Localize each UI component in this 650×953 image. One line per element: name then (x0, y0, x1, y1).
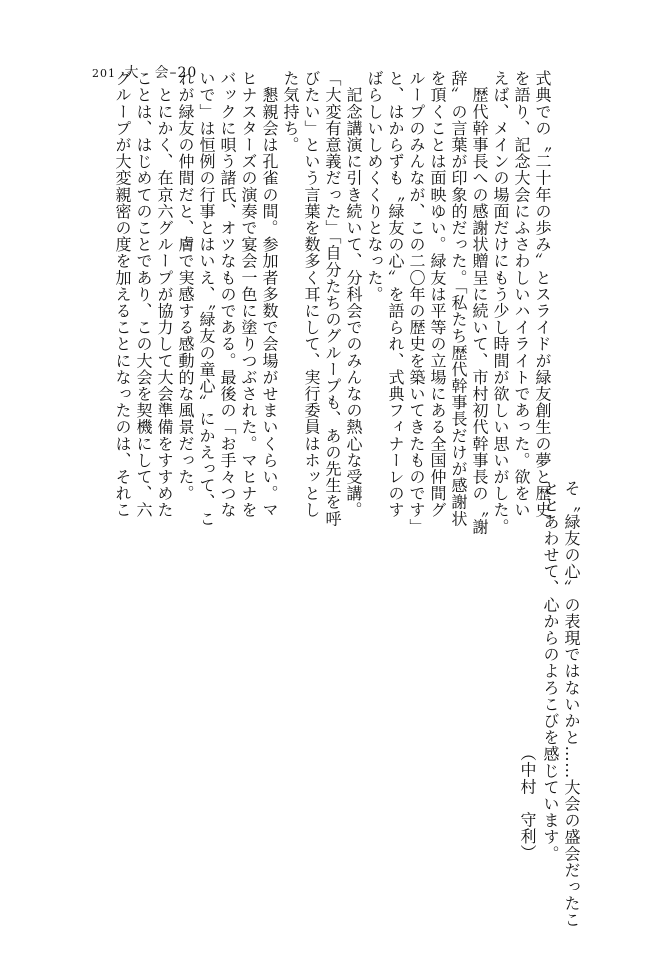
text-column: 懇親会は孔雀の間。参加者多数で会場がせまいくらい。マ (260, 70, 279, 519)
text-column: とにかく、在京六グループが協力して大会準備をすすめた (155, 70, 174, 519)
text-column: と、はからずも〝緑友の心〟を語られ、式典フィナーレのす (386, 70, 405, 519)
section-title: 大 会–20 (124, 65, 198, 81)
text-column: 記念講演に引き続いて、分科会でのみんなの熱心な受講。 (344, 70, 363, 519)
text-column: 辞〟の言葉が印象的だった。「私たち歴代幹事長だけが感謝状 (449, 70, 468, 527)
text-column: グループが大変親密の度を加えることになったのは、それこ (113, 70, 132, 519)
text-column: た気持ち。 (281, 70, 300, 153)
text-column: を語り、記念大会にふさわしいハイライトであった。欲をい (512, 70, 531, 519)
text-column: を頂くことは面映ゆい。緑友は平等の立場にある全国仲間グ (428, 70, 447, 519)
text-column: 歴代幹事長への感謝状贈呈に続いて、市村初代幹事長の〝謝 (470, 70, 489, 535)
text-column: バックに唄う諸氏、オツなものである。最後の「お手々つな (218, 70, 237, 519)
text-column: れが緑友の仲間だと、膚で実感する感動的な風景だった。 (176, 70, 195, 502)
text-column: ループのみんなが、この二〇年の歴史を築いてきたものです」 (407, 70, 426, 535)
text-column: そ〝緑友の心〟の表現ではないかと……大会の盛会だったこ (562, 480, 581, 929)
text-column: いで」は恒例の行事とはいえ、〝緑友の童心〟にかえって、こ (197, 70, 216, 527)
text-column: ことは、はじめてのことであり、この大会を契機にして、六 (134, 70, 153, 519)
text-column: えば、メインの場面だけにもう少し時間が欲しい思いがした。 (491, 70, 510, 535)
text-column: ばらしいしめくくりとなった。 (365, 70, 384, 303)
text-column: びたい」という言葉を数多く耳にして、実行委員はホッとし (302, 70, 321, 519)
author-signature: （中村 守利） (518, 745, 537, 862)
text-column: 式典での〝二十年の歩み〟とスライドが緑友創生の夢と歴史 (533, 70, 552, 519)
text-column: 「大変有意義だった」「自分たちのグループも、あの先生を呼 (323, 70, 342, 527)
text-column: ととあわせて、心からのよろこびを感じています。 (541, 480, 560, 862)
text-column: ヒナスターズの演奏で宴会一色に塗りつぶされた。マヒナを (239, 70, 258, 519)
page-number: 201 (92, 67, 116, 80)
